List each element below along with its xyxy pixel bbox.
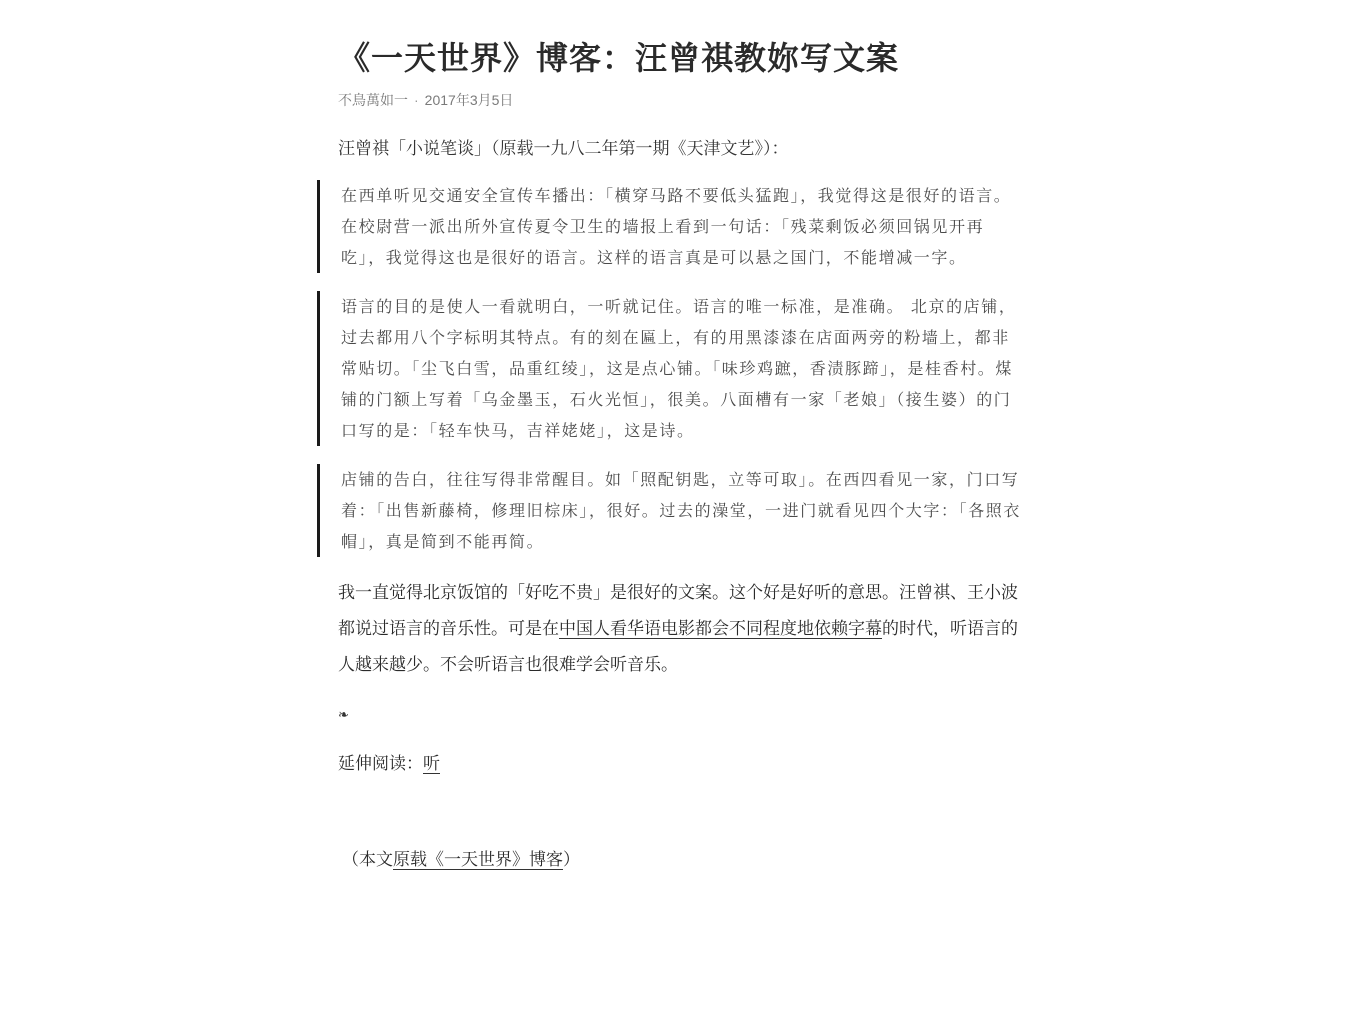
source-suffix: ） xyxy=(563,850,580,869)
blockquote-text: 在西单听见交通安全宣传车播出：「横穿马路不要低头猛跑」，我觉得这是很好的语言。在校尉营一派出所外宣传夏令卫生的墙报上看到一句话：「残菜剩饭必须回锅见开再吃」，我觉得这也是很好的语言。这样的语言真是可以悬之国门，不能增减一字。 xyxy=(341,186,1012,267)
body-text-after-link: 的时代，听语言的人越来越少。不会听语言也很难学会听音乐。 xyxy=(338,619,1018,674)
source-prefix: （本文 xyxy=(342,850,393,869)
fleuron-divider-icon: ❧ xyxy=(338,707,349,722)
blockquote-text: 店铺的告白，往往写得非常醒目。如「照配钥匙，立等可取」。在西四看见一家，门口写着：「出售新藤椅，修理旧棕床」，很好。过去的澡堂，一进门就看见四个大字：「各照衣帽」，真是简到不能再简。 xyxy=(341,470,1022,551)
body-paragraph xyxy=(338,575,1024,683)
meta-separator: · xyxy=(414,92,419,108)
blockquote-text: 语言的目的是使人一看就明白，一听就记住。语言的唯一标准，是准确。 北京的店铺，过去都用八个字标明其特点。有的刻在匾上，有的用黑漆漆在店面两旁的粉墙上，都非常贴切。「尘飞白雪，品重红绫」，这是点心铺。「味珍鸡蹠，香渍豚蹄」，是桂香村。煤铺的门额上写着「乌金墨玉，石火光恒」，很美。八面槽有一家「老娘」（接生婆）的门口写的是：「轻车快马，吉祥姥姥」，这是诗。 xyxy=(341,297,1017,440)
source-blog-link[interactable]: 原载《一天世界》博客 xyxy=(393,850,563,869)
body-text-before-link: 我一直觉得北京饭馆的「好吃不贵」是很好的文案。这个好是好听的意思。汪曾祺、王小波都说过语言的音乐性。可是在 xyxy=(338,583,1018,638)
intro-paragraph: 汪曾祺「小说笔谈」（原载一九八二年第一期《天津文艺》）： xyxy=(338,139,789,158)
article xyxy=(338,36,1024,890)
article-title: 《一天世界》博客：汪曾祺教妳写文案 xyxy=(338,40,900,76)
blockquote-1 xyxy=(317,180,1024,273)
further-reading-label: 延伸阅读： xyxy=(338,754,423,773)
further-reading xyxy=(338,751,1024,777)
author-link[interactable]: 不鳥萬如一 xyxy=(338,92,408,108)
further-reading-link[interactable]: 听 xyxy=(423,754,440,773)
publish-date[interactable]: 2017年3月5日 xyxy=(424,92,514,108)
blockquote-2 xyxy=(317,291,1024,446)
subtitles-article-link[interactable]: 中国人看华语电影都会不同程度地依赖字幕 xyxy=(559,619,882,638)
source-note xyxy=(338,847,1024,873)
article-meta xyxy=(338,90,1024,110)
blockquote-3 xyxy=(317,464,1024,557)
